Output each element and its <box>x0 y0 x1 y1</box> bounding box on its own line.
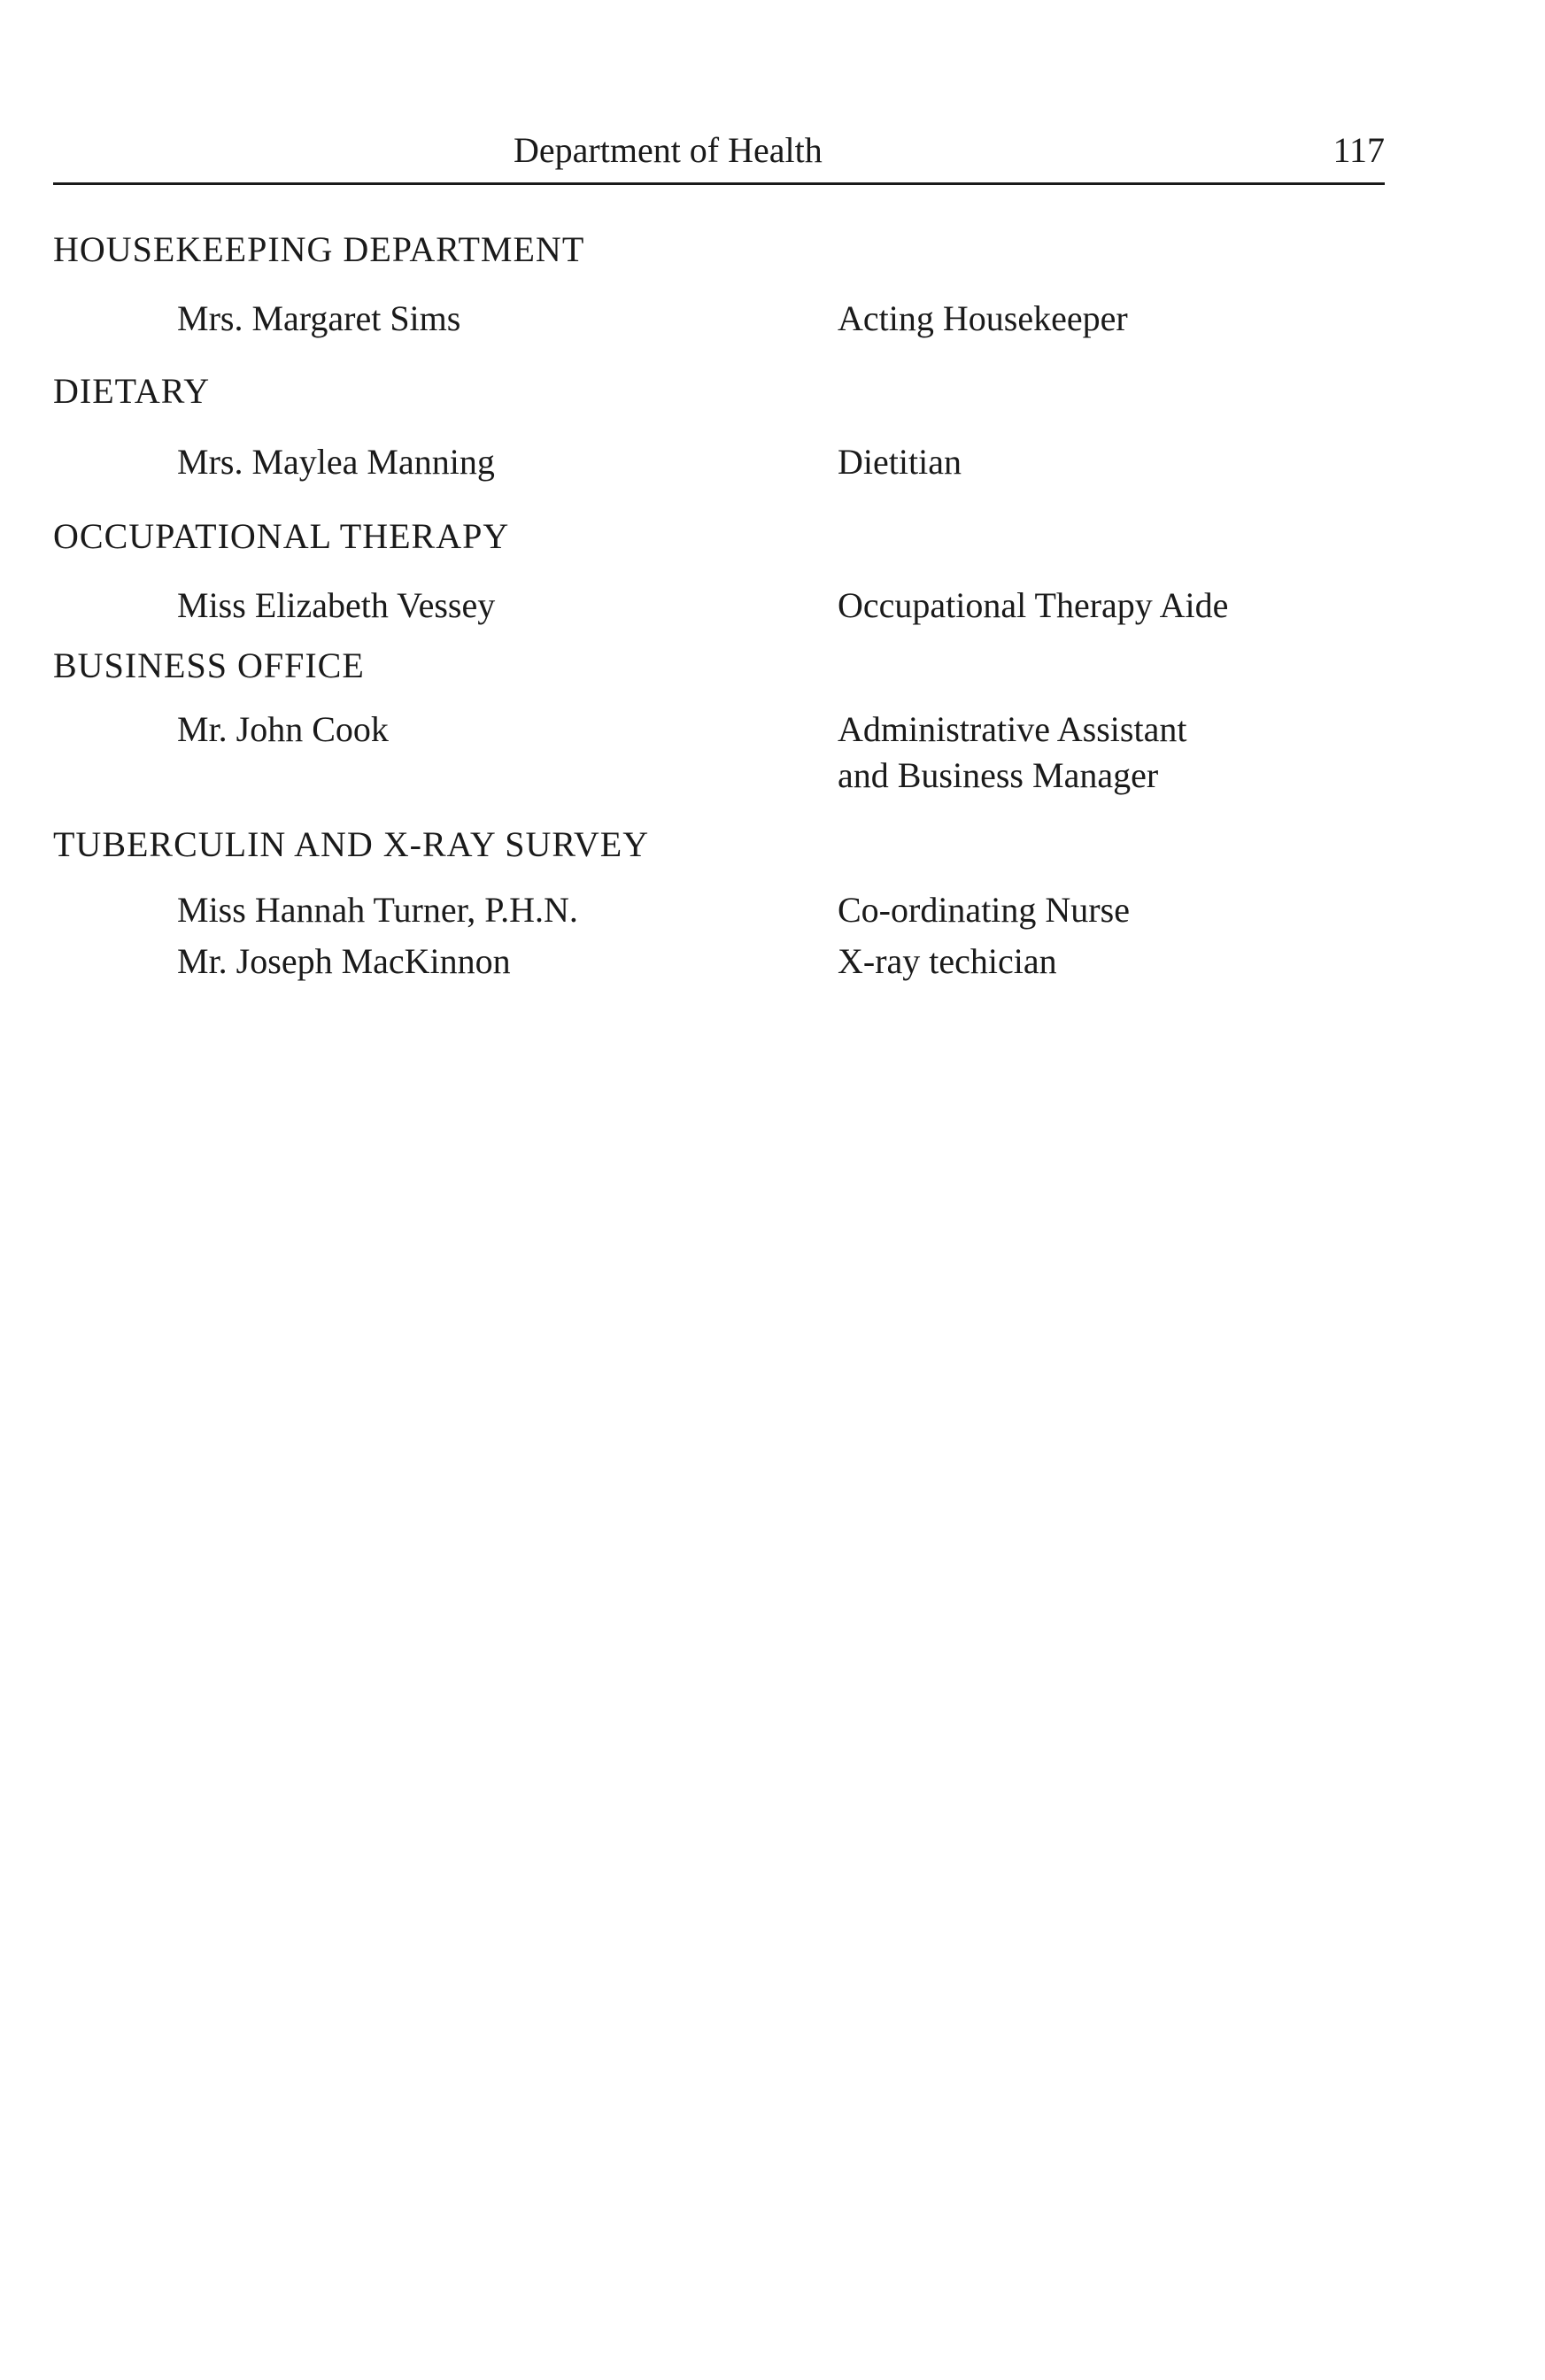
page-number: 117 <box>1333 130 1385 170</box>
staff-title: Acting Housekeeper <box>838 298 1128 338</box>
section-heading: HOUSEKEEPING DEPARTMENT <box>53 229 585 269</box>
section-business-office <box>53 643 1434 799</box>
staff-title: Occupational Therapy Aide <box>838 585 1229 625</box>
staff-title: Co-ordinating Nurse <box>838 890 1130 930</box>
section-tuberculin-xray-survey <box>53 822 1434 985</box>
section-heading: DIETARY <box>53 371 211 411</box>
staff-title: X-ray techician <box>838 941 1057 981</box>
staff-entry <box>53 583 1434 629</box>
staff-entry <box>53 296 1434 342</box>
section-heading: OCCUPATIONAL THERAPY <box>53 516 510 556</box>
staff-entry <box>53 887 1434 939</box>
staff-name: Miss Hannah Turner, P.H.N. <box>177 890 578 930</box>
staff-name: Mr. Joseph MacKinnon <box>177 941 511 981</box>
section-occupational-therapy <box>53 514 1434 629</box>
section-dietary <box>53 368 1434 485</box>
staff-name: Mrs. Maylea Manning <box>177 442 495 482</box>
section-heading: BUSINESS OFFICE <box>53 645 365 685</box>
staff-entry <box>53 939 1434 985</box>
running-head <box>53 126 1385 188</box>
running-title: Department of Health <box>514 130 823 170</box>
staff-title <box>838 707 1422 799</box>
staff-name: Mr. John Cook <box>177 709 389 749</box>
staff-entry <box>53 439 1434 485</box>
staff-name: Mrs. Margaret Sims <box>177 298 461 338</box>
staff-title-line: and Business Manager <box>838 755 1159 795</box>
staff-entry <box>53 707 1434 799</box>
section-housekeeping <box>53 227 1434 342</box>
staff-title: Dietitian <box>838 442 962 482</box>
header-rule <box>53 182 1385 185</box>
staff-name: Miss Elizabeth Vessey <box>177 585 496 625</box>
section-heading: TUBERCULIN AND X-RAY SURVEY <box>53 824 650 864</box>
staff-title-line: Administrative Assistant <box>838 709 1187 749</box>
